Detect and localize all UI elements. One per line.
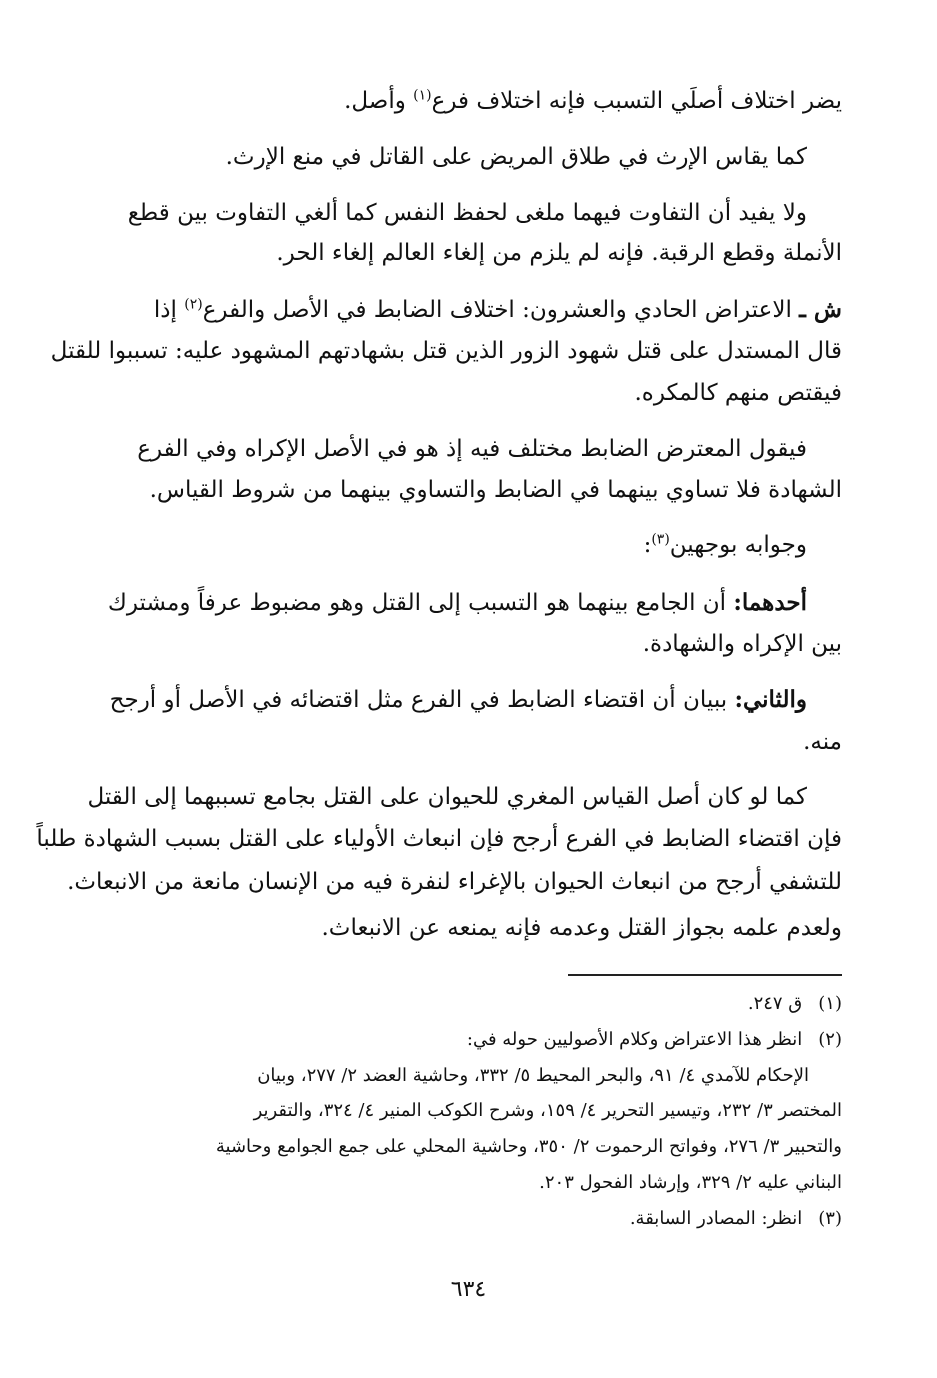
body-line: فإن اقتضاء الضابط في الفرع أرجح فإن انبعاث الأولياء على القتل بسبب الشهادة طلباً — [36, 826, 842, 852]
footnote: (١) ق ٢٤٧. — [747, 993, 842, 1014]
body-line: للتشفي أرجح من انبعاث الحيوان بالإغراء لنفرة فيه من الإنسان مانعة من الانبعاث. — [67, 869, 842, 895]
body-line: بين الإكراه والشهادة. — [642, 631, 842, 657]
body-line: فيقتص منهم كالمكره. — [634, 380, 842, 406]
body-line: كما يقاس الإرث في طلاق المريض على القاتل في منع الإرث. — [225, 144, 807, 170]
body-line: فيقول المعترض الضابط مختلف فيه إذ هو في الأصل الإكراه وفي الفرع — [137, 436, 807, 462]
body-line: ولعدم علمه بجواز القتل وعدمه فإنه يمنعه عن الانبعاث. — [321, 915, 842, 941]
footnote-continuation: والتحبير ٣/ ٢٧٦، وفواتح الرحموت ٢/ ٣٥٠، وحاشية المحلي على جمع الجوامع وحاشية — [215, 1136, 842, 1157]
footnote-continuation: البناني عليه ٢/ ٣٢٩، وإرشاد الفحول ٢٠٣. — [539, 1172, 842, 1193]
footnote: (٢) انظر هذا الاعتراض وكلام الأصوليين حوله في: — [466, 1029, 842, 1050]
footnote-continuation: المختصر ٣/ ٢٣٢، وتيسير التحرير ٤/ ١٥٩، وشرح الكوكب المنير ٤/ ٣٢٤، والتقرير — [253, 1100, 842, 1121]
body-line: الأنملة وقطع الرقبة. فإنه لم يلزم من إلغاء العالم إلغاء الحر. — [276, 240, 842, 266]
body-line: يضر اختلاف أصلَي التسبب فإنه اختلاف فرع$^{(١)}$ وأصل. — [344, 87, 842, 114]
body-line: قال المستدل على قتل شهود الزور الذين قتل بشهادتهم المشهود عليه: تسببوا للقتل — [50, 338, 842, 364]
second-answer-label: والثاني: — [734, 686, 807, 713]
body-line: أحدهما: أن الجامع بينهما هو التسبب إلى القتل وهو مضبوط عرفاً ومشترك — [107, 589, 807, 616]
body-line: ش ـ الاعتراض الحادي والعشرون: اختلاف الضابط في الأصل والفرع$^{(٢)}$ إذا — [153, 296, 842, 323]
body-line: وجوابه بوجهين$^{(٣)}$: — [643, 531, 807, 558]
body-line: ولا يفيد أن التفاوت فيهما ملغى لحفظ النفس كما ألغي التفاوت بين قطع — [127, 200, 807, 226]
first-answer-label: أحدهما: — [733, 589, 807, 616]
page-number: ٦٣٤ — [450, 1277, 487, 1302]
footnote-continuation: الإحكام للآمدي ٤/ ٩١، والبحر المحيط ٥/ ٣٣٢، وحاشية العضد ٢/ ٢٧٧، وبيان — [257, 1065, 809, 1086]
body-line: منه. — [803, 729, 842, 755]
body-line: والثاني: ببيان أن اقتضاء الضابط في الفرع مثل اقتضائه في الأصل أو أرجح — [109, 686, 807, 713]
footnote: (٣) انظر: المصادر السابقة. — [629, 1208, 842, 1229]
body-line: كما لو كان أصل القياس المغري للحيوان على القتل بجامع تسببهما إلى القتل — [87, 784, 807, 810]
footnote-separator — [568, 974, 842, 976]
body-line: الشهادة فلا تساوي بينهما في الضابط والتساوي بينهما من شروط القياس. — [149, 477, 842, 503]
sharh-marker: ش ـ — [799, 296, 842, 323]
